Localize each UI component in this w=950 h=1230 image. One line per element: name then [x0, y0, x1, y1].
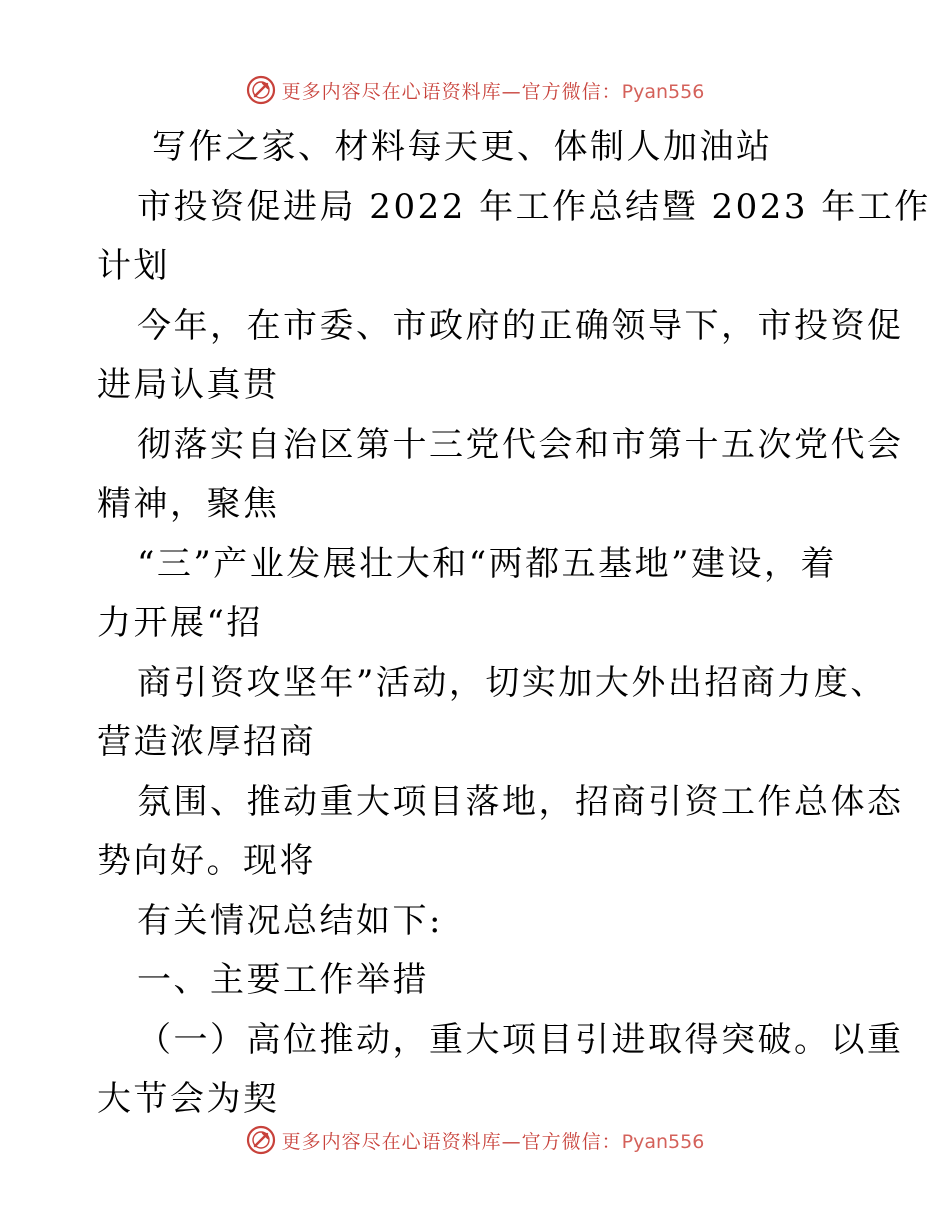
- doc-line: 营造浓厚招商: [97, 722, 316, 762]
- doc-line: 大节会为契: [97, 1079, 280, 1119]
- doc-line: 精神，聚焦: [97, 484, 280, 524]
- watermark-header: [0, 73, 950, 107]
- doc-line: 写作之家、材料每天更、体制人加油站: [152, 127, 773, 167]
- doc-line: “三”产业发展壮大和“两都五基地”建设，着: [137, 543, 838, 584]
- subsection-heading: （一）高位推动，重大项目引进取得突破。以重: [137, 1019, 904, 1060]
- doc-line: 势向好。现将: [97, 841, 316, 881]
- doc-line: 氛围、推动重大项目落地，招商引资工作总体态: [137, 781, 904, 822]
- watermark-text: 更多内容尽在心语资料库—官方微信：Pyan556: [281, 80, 705, 103]
- stamp-logo-icon: [246, 75, 276, 105]
- doc-line: 力开展“招: [97, 603, 263, 643]
- watermark-footer: [0, 1123, 950, 1157]
- doc-line: 彻落实自治区第十三党代会和市第十五次党代会: [137, 424, 904, 465]
- doc-line: 进局认真贯: [97, 365, 280, 405]
- watermark-id: Pyan556: [621, 80, 705, 103]
- watermark-id: Pyan556: [621, 1130, 705, 1153]
- doc-line: 商引资攻坚年”活动，切实加大外出招商力度、: [137, 662, 887, 703]
- doc-line: 有关情况总结如下:: [137, 900, 443, 941]
- doc-title-cont: 计划: [97, 246, 170, 286]
- document-body: [97, 118, 931, 1130]
- stamp-logo-icon: [246, 1125, 276, 1155]
- doc-line: 今年，在市委、市政府的正确领导下，市投资促: [137, 305, 904, 346]
- watermark-text: 更多内容尽在心语资料库—官方微信：Pyan556: [281, 1130, 705, 1153]
- doc-title: 市投资促进局 2022 年工作总结暨 2023 年工作: [137, 186, 931, 227]
- section-heading: 一、主要工作举措: [137, 960, 429, 1000]
